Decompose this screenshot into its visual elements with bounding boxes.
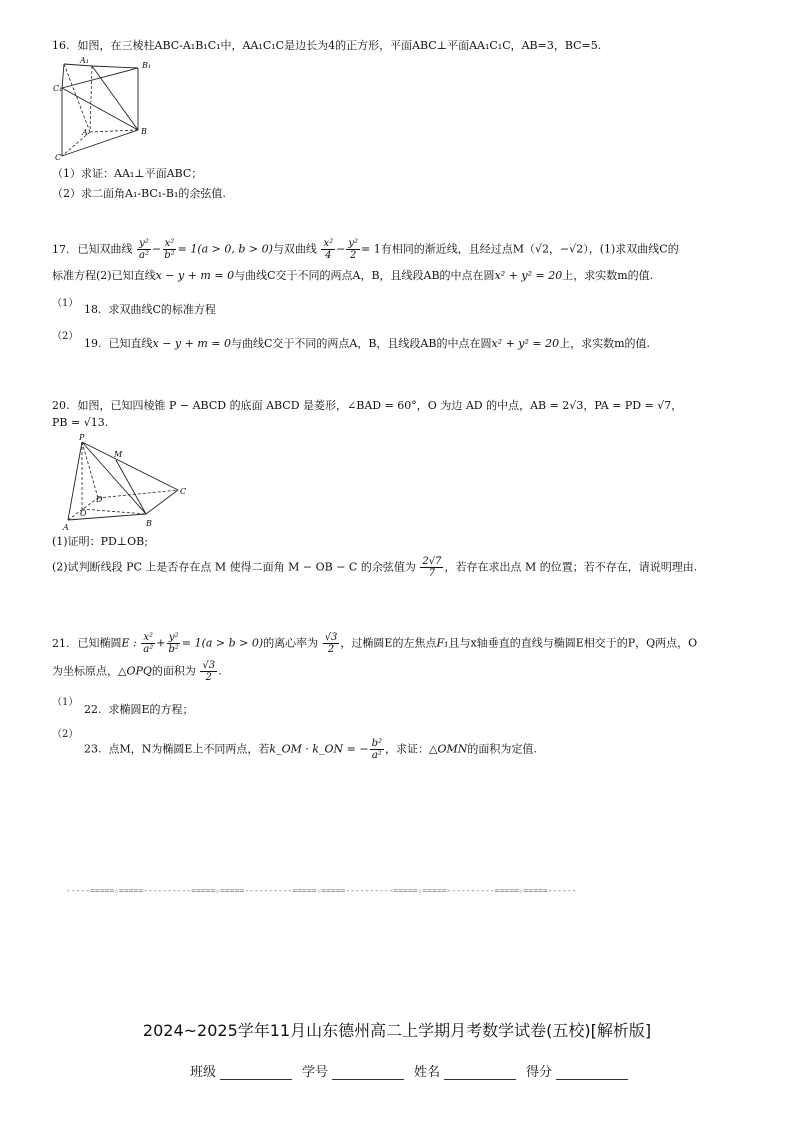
subpart-marker: （1）	[52, 697, 79, 708]
question-21-stem: 21. 已知椭圆E : $\frac{\text{x²}}{\text{a²}}$ + $\frac{\text{y²}}{\text{b²}}$ = 1(a > b > 0)的离心率为 $\frac{√3}{2}$ ，过椭圆E的左焦点F₁且与x轴垂直的直线与椭圆E相交于的P，Q两点，O	[52, 632, 698, 655]
label-B1: B₁	[142, 61, 152, 70]
question-16-stem	[52, 38, 601, 54]
question-20-part1: (1)证明：PD⊥OB;	[52, 535, 148, 548]
question-22: 22. 求椭圆E的方程；	[84, 703, 194, 716]
label-O: O	[80, 509, 87, 518]
subpart-marker: （2）	[52, 331, 79, 342]
label-D: D	[96, 495, 103, 504]
question-18: 18. 求双曲线C的标准方程	[84, 303, 216, 316]
question-17-stem: 17. 已知双曲线 $\frac{\text{y²}}{\text{a²}}$ − $\frac{\text{x²}}{\text{b²}}$ = 1(a > 0, b > 0)与双曲线 $\frac{\text{x²}}{4}$ − $\frac{\text{y²}}{2}$ = 1有相同的渐近线，且经过点M（√2，−√2），(1)求双曲线C的	[52, 238, 679, 261]
subpart-marker: （2）	[52, 729, 79, 740]
page-separator: -----=====☆=====----------=====☆=====----------=====☆=====----------=====☆=====----------=====☆=====------	[66, 886, 577, 895]
question-text: 如图，在三棱柱ABC-A₁B₁C₁中，AA₁C₁C是边长为4的正方形，平面ABC⊥平面AA₁C₁C，AB=3，BC=5.	[77, 39, 602, 52]
question-20-line2: PB = √13.	[52, 416, 109, 429]
subpart-marker: （1）	[52, 298, 79, 309]
question-21-line2: 为坐标原点，△OPQ的面积为 $\frac{√3}{2}$ .	[52, 660, 222, 683]
label-M: M	[114, 450, 123, 459]
label-C: C	[180, 487, 187, 496]
student-info-row	[190, 1061, 634, 1080]
student-id-label: 学号	[302, 1065, 329, 1080]
class-label: 班级	[190, 1065, 217, 1080]
question-17-line2: 标准方程(2)已知直线x − y + m = 0与曲线C交于不同的两点A，B，且线段AB的中点在圆x² + y² = 20上，求实数m的值.	[52, 269, 654, 282]
exam-title: 2024~2025学年11月山东德州高二上学期月考数学试卷(五校)[解析版]	[142, 1021, 652, 1040]
question-23: 23. 点M，N为椭圆E上不同两点，若k_OM · k_ON = − $\frac{\text{b²}}{\text{a²}}$ ，求证：△OMN的面积为定值.	[84, 738, 537, 761]
class-field[interactable]	[220, 1065, 292, 1080]
label-A1: A₁	[80, 56, 89, 65]
label-C: C	[55, 153, 62, 162]
label-A: A	[63, 523, 69, 532]
question-number: 16.	[52, 39, 70, 52]
label-P: P	[79, 433, 85, 442]
name-field[interactable]	[444, 1065, 516, 1080]
student-id-field[interactable]	[332, 1065, 404, 1080]
score-field[interactable]	[556, 1065, 628, 1080]
prism-figure	[52, 56, 162, 162]
question-20-part2: (2)试判断线段 PC 上是否存在点 M 使得二面角 M − OB − C 的余弦值为 $\frac{2√7}{7}$ ，若存在求出点 M 的位置；若不存在，请说明理由.	[52, 556, 698, 579]
name-label: 姓名	[414, 1065, 441, 1080]
question-16-part2: （2）求二面角A₁-BC₁-B₁的余弦值.	[52, 187, 226, 200]
label-C1: C₁	[53, 84, 63, 93]
question-20-stem: 20. 如图，已知四棱锥 P − ABCD 的底面 ABCD 是菱形，∠BAD = 60°，O 为边 AD 的中点，AB = 2√3，PA = PD = √7，	[52, 399, 683, 412]
question-16-part1: （1）求证：AA₁⊥平面ABC；	[52, 167, 203, 180]
label-A: A	[82, 128, 88, 137]
question-19: 19. 已知直线x − y + m = 0与曲线C交于不同的两点A，B，且线段AB的中点在圆x² + y² = 20上，求实数m的值.	[84, 337, 651, 350]
label-B: B	[146, 519, 152, 528]
pyramid-figure	[60, 432, 196, 532]
score-label: 得分	[526, 1065, 553, 1080]
label-B: B	[141, 127, 147, 136]
